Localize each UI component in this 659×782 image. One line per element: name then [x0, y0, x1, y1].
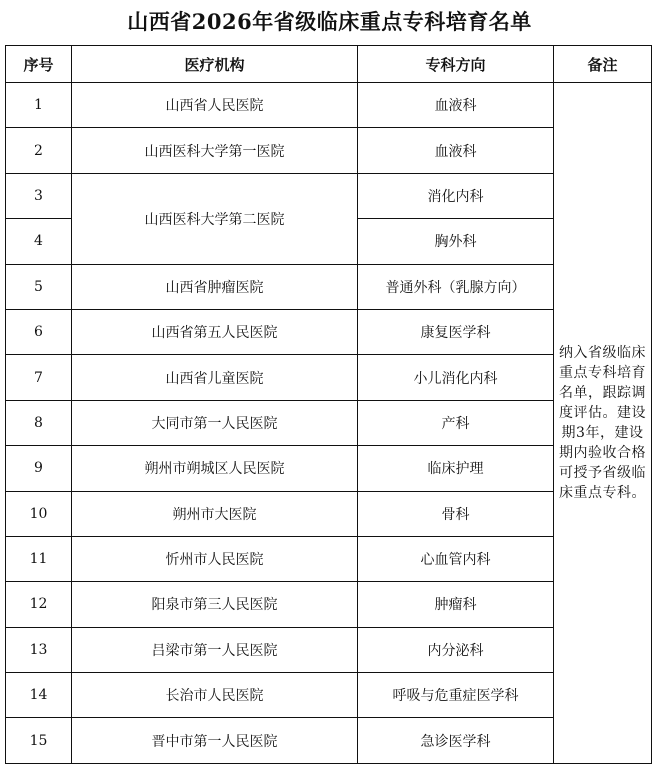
row-index: 10 — [6, 491, 72, 536]
row-institution: 山西省儿童医院 — [72, 355, 358, 400]
row-institution: 山西医科大学第一医院 — [72, 128, 358, 173]
row-specialty: 小儿消化内科 — [358, 355, 554, 400]
row-institution: 山西省人民医院 — [72, 83, 358, 128]
row-index: 6 — [6, 309, 72, 354]
row-institution: 朔州市朔城区人民医院 — [72, 446, 358, 491]
header-note: 备注 — [554, 46, 652, 83]
row-institution: 长治市人民医院 — [72, 673, 358, 718]
row-index: 12 — [6, 582, 72, 627]
row-specialty: 胸外科 — [358, 219, 554, 264]
header-specialty: 专科方向 — [358, 46, 554, 83]
table-header-row — [6, 46, 652, 83]
row-institution: 阳泉市第三人民医院 — [72, 582, 358, 627]
row-index: 7 — [6, 355, 72, 400]
row-specialty: 心血管内科 — [358, 536, 554, 581]
row-index: 8 — [6, 400, 72, 445]
row-index: 3 — [6, 173, 72, 218]
row-specialty: 呼吸与危重症医学科 — [358, 673, 554, 718]
row-specialty: 内分泌科 — [358, 627, 554, 672]
row-institution: 吕梁市第一人民医院 — [72, 627, 358, 672]
row-institution: 晋中市第一人民医院 — [72, 718, 358, 763]
row-index: 4 — [6, 219, 72, 264]
row-institution: 山西省第五人民医院 — [72, 309, 358, 354]
row-institution: 山西省肿瘤医院 — [72, 264, 358, 309]
row-institution: 山西医科大学第二医院 — [72, 173, 358, 264]
row-specialty: 产科 — [358, 400, 554, 445]
specialty-table — [5, 45, 652, 764]
row-specialty: 急诊医学科 — [358, 718, 554, 763]
row-index: 13 — [6, 627, 72, 672]
row-specialty: 肿瘤科 — [358, 582, 554, 627]
row-index: 14 — [6, 673, 72, 718]
row-specialty: 血液科 — [358, 83, 554, 128]
row-specialty: 骨科 — [358, 491, 554, 536]
row-index: 11 — [6, 536, 72, 581]
row-index: 5 — [6, 264, 72, 309]
row-index: 15 — [6, 718, 72, 763]
row-index: 2 — [6, 128, 72, 173]
row-index: 1 — [6, 83, 72, 128]
row-specialty: 康复医学科 — [358, 309, 554, 354]
header-institution: 医疗机构 — [72, 46, 358, 83]
row-specialty: 临床护理 — [358, 446, 554, 491]
row-institution: 忻州市人民医院 — [72, 536, 358, 581]
header-index: 序号 — [6, 46, 72, 83]
row-specialty: 消化内科 — [358, 173, 554, 218]
table-row — [6, 83, 652, 128]
row-specialty: 血液科 — [358, 128, 554, 173]
row-index: 9 — [6, 446, 72, 491]
row-specialty: 普通外科（乳腺方向） — [358, 264, 554, 309]
row-institution: 朔州市大医院 — [72, 491, 358, 536]
page-title: 山西省2026年省级临床重点专科培育名单 — [127, 9, 532, 34]
row-institution: 大同市第一人民医院 — [72, 400, 358, 445]
note-cell: 纳入省级临床重点专科培育名单，跟踪调度评估。建设期3年，建设期内验收合格可授予省级临床重点专科。 — [554, 83, 652, 764]
